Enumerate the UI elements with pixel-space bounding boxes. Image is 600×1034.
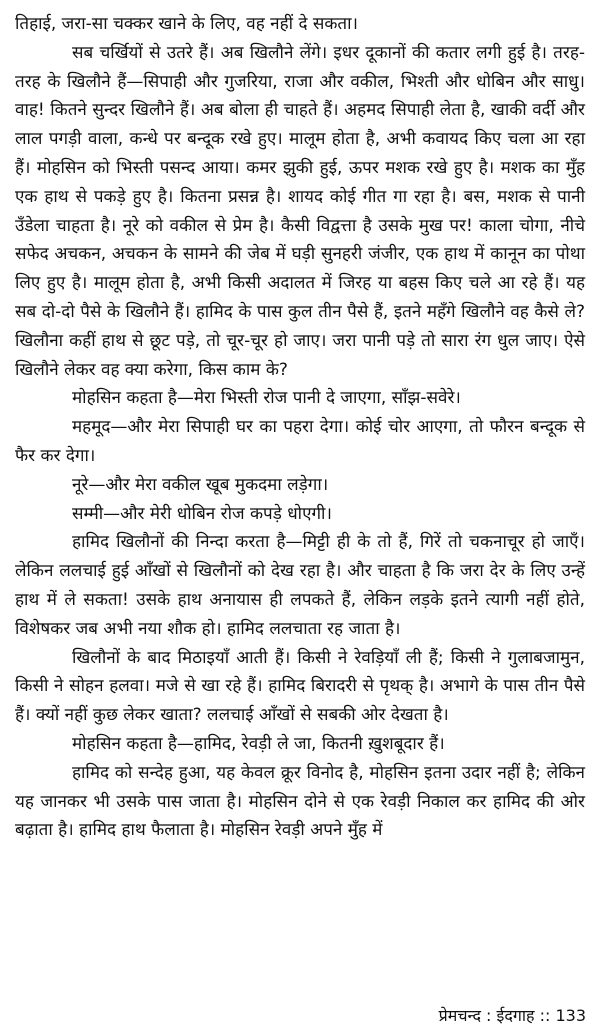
paragraph-1: तिहाई, जरा-सा चक्कर खाने के लिए, वह नहीं दे सकता। [15, 14, 358, 34]
paragraph-5: नूरे—और मेरा वकील खूब मुकदमा लड़ेगा। [72, 474, 329, 495]
paragraph-3: मोहसिन कहता है—मेरा भिस्ती रोज पानी दे जाएगा, साँझ-सवेरे। [72, 388, 461, 409]
page-body [15, 10, 585, 845]
paragraph-7: हामिद खिलौनों की निन्दा करता है—मिट्टी ही के तो हैं, गिरें तो चकनाचूर हो जाएँ। लेकिन ललचाई हुई आँखों से खिलौनों को देख रहा है। और चाहता है कि जरा देर के लिए उन्हें हाथ में ले सकता! उसके हाथ अनायास ही लपकते हैं, लेकिन लड़के इतने त्यागी नहीं होते, विशेषकर जब अभी नया शौक हो। हामिद ललचाता रह जाता है। [15, 532, 585, 639]
paragraph-4: महमूद—और मेरा सिपाही घर का पहरा देगा। कोई चोर आएगा, तो फौरन बन्दूक से फैर कर देगा। [15, 417, 585, 466]
paragraph-8: खिलौनों के बाद मिठाइयाँ आती हैं। किसी ने रेवड़ियाँ ली हैं; किसी ने गुलाबजामुन, किसी ने सोहन हलवा। मजे से खा रहे हैं। हामिद बिरादरी से पृथक् है। अभागे के पास तीन पैसे हैं। क्यों नहीं कुछ लेकर खाता? ललचाई आँखों से सबकी ओर देखता है। [15, 647, 585, 726]
paragraph-9: मोहसिन कहता है—हामिद, रेवड़ी ले जा, कितनी ख़ुशबूदार हैं। [72, 733, 445, 754]
paragraph-10: हामिद को सन्देह हुआ, यह केवल क्रूर विनोद है, मोहसिन इतना उदार नहीं है; लेकिन यह जानकर भी उसके पास जाता है। मोहसिन दोने से एक रेवड़ी निकाल कर हामिद की ओर बढ़ाता है। हामिद हाथ फैलाता है। मोहसिन रेवड़ी अपने मुँह में [15, 762, 585, 841]
paragraph-2: सब चर्खियों से उतरे हैं। अब खिलौने लेंगे। इधर दूकानों की कतार लगी हुई है। तरह-तरह के खिलौने हैं—सिपाही और गुजरिया, राजा और वकील, भिश्ती और धोबिन और साधु। वाह! कितने सुन्दर खिलौने हैं। अब बोला ही चाहते हैं। अहमद सिपाही लेता है, खाकी वर्दी और लाल पगड़ी वाला, कन्धे पर बन्दूक रखे हुए। मालूम होता है, अभी कवायद किए चला आ रहा हैं। मोहसिन को भिस्ती पसन्द आया। कमर झुकी हुई, ऊपर मशक रखे हुए है। मशक का मुँह एक हाथ से पकड़े हुए है। कितना प्रसन्न है। शायद कोई गीत गा रहा है। बस, मशक से पानी उँडेला चाहता है। नूरे को वकील से प्रेम है। कैसी विद्वत्ता है उसके मुख पर! काला चोगा, नीचे सफेद अचकन, अचकन के सामने की जेब में घड़ी सुनहरी जंजीर, एक हाथ में कानून का पोथा लिए हुए है। मालूम होता है, अभी किसी अदालत में जिरह या बहस किए चले आ रहे हैं। यह सब दो-दो पैसे के खिलौने हैं। हामिद के पास कुल तीन पैसे हैं, इतने महँगे खिलौने वह कैसे ले? खिलौना कहीं हाथ से छूट पड़े, तो चूर-चूर हो जाए। जरा पानी पड़े तो सारा रंग धुल जाए। ऐसे खिलौने लेकर वह क्या करेगा, किस काम के? [15, 42, 585, 380]
paragraph-6: सम्मी—और मेरी धोबिन रोज कपड़े धोएगी। [72, 503, 332, 524]
page-footer: प्रेमचन्द : ईदगाह :: 133 [438, 1006, 586, 1025]
